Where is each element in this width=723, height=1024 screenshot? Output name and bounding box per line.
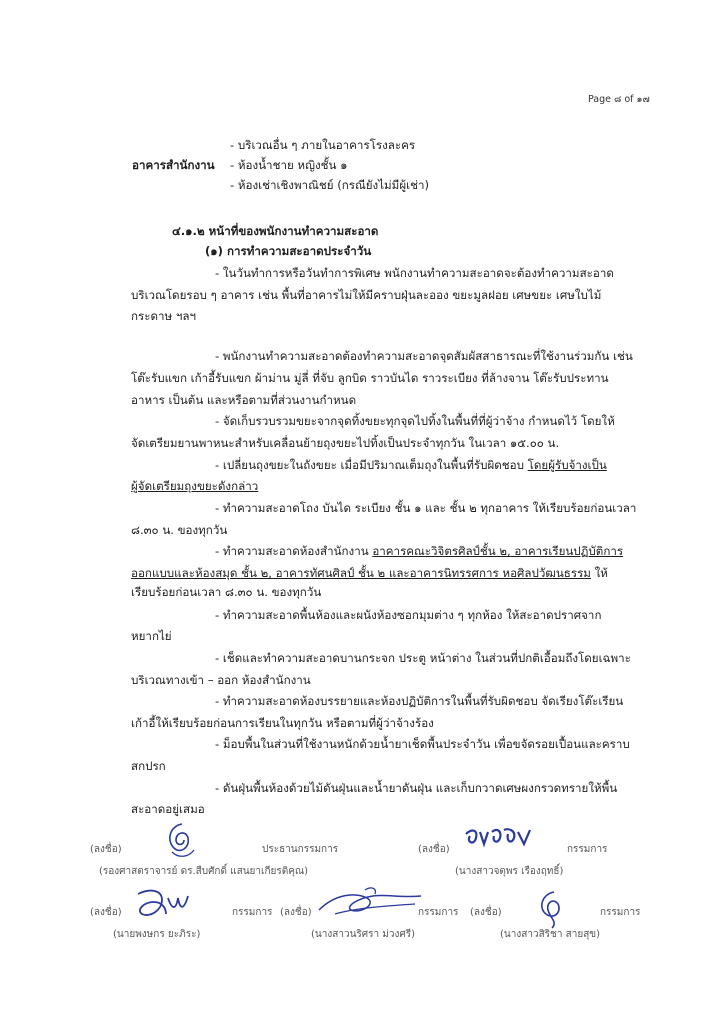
sign-label: (ลงชื่อ)	[90, 844, 122, 855]
text-span: - เปลี่ยนถุงขยะในถังขยะ เมื่อมีปริมาณเต็มถุงในพื้นที่รับผิดชอบ	[215, 458, 528, 472]
paragraph-line: - ดันฝุ่นพื้นห้องด้วยไม้ดันฝุ่นและน้ำยาดันฝุ่น และเก็บกวาดเศษผงกรวดทรายให้พื้น	[215, 781, 618, 795]
page-number: Page ๘ of ๑๗	[588, 94, 650, 105]
paragraph-line: - จัดเก็บรวบรวมขยะจากจุดทิ้งขยะทุกจุดไปทิ้งในพื้นที่ที่ผู้ว่าจ้าง กำหนดไว้ โดยให้	[215, 414, 615, 428]
paragraph-line: หยากไย่	[131, 629, 172, 643]
paragraph-line: - ในวันทำการหรือวันทำการพิเศษ พนักงานทำความสะอาดจะต้องทำความสะอาด	[215, 266, 614, 280]
paragraph-line: จัดเตรียมยานพาหนะสำหรับเคลื่อนย้ายถุงขยะไปทิ้งเป็นประจำทุกวัน ในเวลา ๑๕.๐๐ น.	[131, 436, 560, 450]
paragraph-line: - เช็ดและทำความสะอาดบานกระจก ประตู หน้าต่าง ในส่วนที่ปกติเอื้อมถึงโดยเฉพาะ	[215, 651, 631, 665]
office-building-label: อาคารสำนักงาน	[132, 158, 215, 172]
paragraph-line: - ทำความสะอาดห้องบรรยายและห้องปฏิบัติการในพื้นที่รับผิดชอบ จัดเรียงโต๊ะเรียน	[215, 694, 624, 708]
paragraph-line: ๘.๓๐ น. ของทุกวัน	[131, 523, 228, 537]
sign-label: (ลงชื่อ)	[90, 907, 122, 918]
member-name: (นายพงษกร ยะภิระ)	[113, 929, 201, 940]
signature-stroke	[335, 904, 415, 914]
signature-stroke	[319, 895, 421, 911]
paragraph-line: กระดาษ ฯลฯ	[131, 309, 196, 323]
sign-label: (ลงชื่อ)	[280, 907, 312, 918]
paragraph-line: บริเวณทางเข้า – ออก ห้องสำนักงาน	[131, 673, 311, 687]
underlined-text: โดยผู้รับจ้างเป็น	[527, 458, 607, 472]
paragraph-line	[215, 457, 607, 473]
signature-mark	[462, 826, 534, 852]
chair-role: ประธานกรรมการ	[262, 844, 339, 855]
member-name: (นางสาวนริศรา ม่วงศรี)	[311, 929, 415, 940]
signature-stroke	[172, 850, 194, 856]
paragraph-line: บริเวณโดยรอบ ๆ อาคาร เช่น พื้นที่อาคารไม่ให้มีคราบฝุ่นละออง ขยะมูลฝอย เศษขยะ เศษใบไม้	[131, 288, 602, 302]
member-role: กรรมการ	[232, 907, 273, 918]
area-item: - ห้องน้ำชาย หญิงชั้น ๑	[230, 158, 348, 172]
paragraph-line: - ทำความสะอาดพื้นห้องและผนังห้องซอกมุมต่าง ๆ ทุกห้อง ให้สะอาดปราศจาก	[215, 608, 602, 622]
paragraph-line: ผู้จัดเตรียมถุงขยะดังกล่าว	[131, 479, 259, 493]
sign-label: (ลงชื่อ)	[470, 907, 502, 918]
member-role: กรรมการ	[418, 907, 459, 918]
paragraph-line: เรียบร้อยก่อนเวลา ๘.๓๐ น. ของทุกวัน	[131, 585, 322, 599]
paragraph-line: - ทำความสะอาดโถง บันได ระเบียง ชั้น ๑ และ ชั้น ๒ ทุกอาคาร ให้เรียบร้อยก่อนเวลา	[215, 501, 637, 515]
paragraph-line	[215, 543, 623, 559]
area-item: - ห้องเช่าเชิงพาณิชย์ (กรณียังไม่มีผู้เช่า)	[230, 178, 429, 192]
paragraph-line: สะอาดอยู่เสมอ	[131, 802, 205, 816]
member-name: (นางสาวจตุพร เรืองฤทธิ์)	[455, 866, 564, 877]
paragraph-line: - พนักงานทำความสะอาดต้องทำความสะอาดจุดสัมผัสสาธารณะที่ใช้งานร่วมกัน เช่น	[215, 349, 633, 363]
sign-label: (ลงชื่อ)	[418, 844, 450, 855]
member-role: กรรมการ	[567, 844, 608, 855]
section-subheading: (๑) การทำความสะอาดประจำวัน	[205, 244, 372, 258]
paragraph-line: อาหาร เป็นต้น และหรือตามที่ส่วนงานกำหนด	[131, 393, 357, 407]
chair-name: (รองศาสตราจารย์ ดร.สืบศักดิ์ แสนยาเกียรติคุณ)	[99, 866, 309, 877]
member-name: (นางสาวสิริชา สายสุข)	[500, 929, 601, 940]
underlined-text: อาคารคณะวิจิตรศิลป์ชั้น ๒, อาคารเรียนปฏิบัติการ	[372, 544, 624, 558]
underlined-text: ออกแบบและห้องสมุด ชั้น ๒, อาคารทัศนศิลป์ ชั้น ๒ และอาคารนิทรรศการ หอศิลปวัฒนธรรม	[131, 566, 591, 580]
signature-mark	[532, 888, 572, 932]
paragraph-line: โต๊ะรับแขก เก้าอี้รับแขก ผ้าม่าน มู่ลี่ ที่จับ ลูกบิด ราวบันได ราวระเบียง ที่ล้างจาน โต๊ะรับประทาน	[131, 371, 609, 385]
paragraph-line	[131, 565, 608, 581]
signature-stroke	[365, 888, 375, 894]
signature-stroke	[170, 824, 188, 850]
signature-mark	[132, 884, 198, 924]
section-heading: ๔.๑.๒ หน้าที่ของพนักงานทำความสะอาด	[172, 224, 379, 238]
signature-stroke	[138, 891, 188, 915]
signature-mark	[315, 884, 427, 920]
paragraph-line: สกปรก	[131, 759, 166, 773]
paragraph-line: - ม็อบพื้นในส่วนที่ใช้งานหนักด้วยน้ำยาเช็ดพื้นประจำวัน เพื่อขจัดรอยเปื้อนและคราบ	[215, 737, 630, 751]
member-role: กรรมการ	[600, 907, 641, 918]
paragraph-line: เก้าอี้ให้เรียบร้อยก่อนการเรียนในทุกวัน หรือตามที่ผู้ว่าจ้างร้อง	[131, 716, 434, 730]
signature-stroke	[466, 829, 530, 844]
signature-mark	[158, 818, 202, 862]
area-item: - บริเวณอื่น ๆ ภายในอาคารโรงละคร	[230, 138, 416, 152]
signature-stroke	[542, 892, 559, 928]
text-span: - ทำความสะอาดห้องสำนักงาน	[215, 544, 373, 558]
text-span: ให้	[590, 566, 608, 580]
